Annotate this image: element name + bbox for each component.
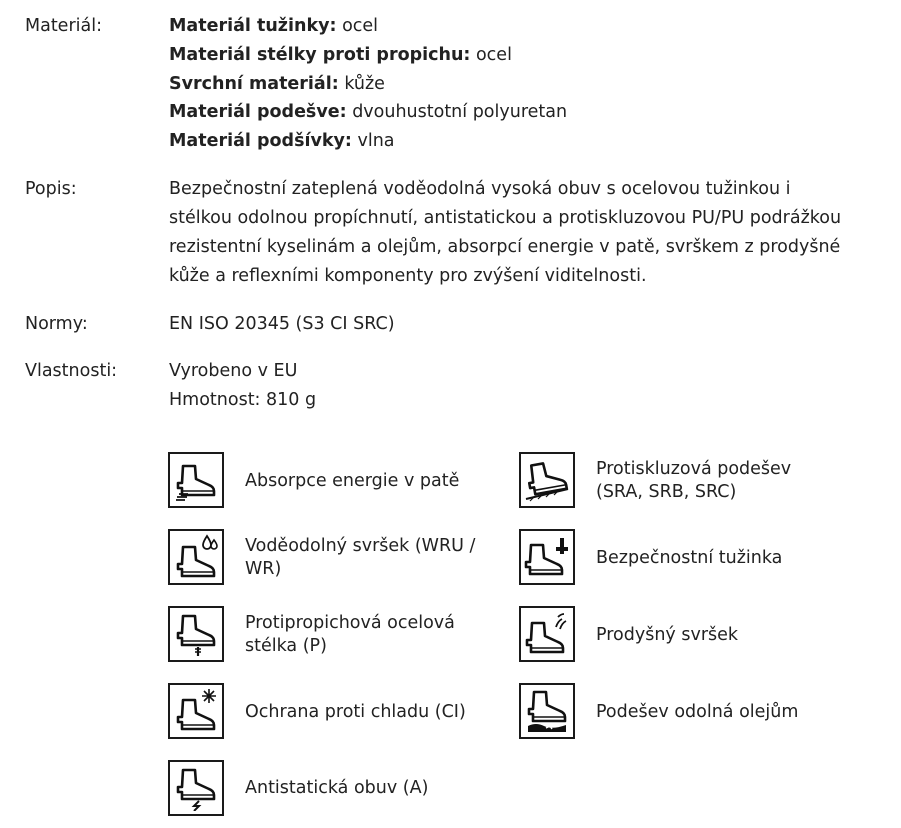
material-value: ocel — [336, 16, 379, 36]
material-line — [169, 102, 567, 122]
feature-label: Prodyšný svršek — [596, 625, 739, 645]
feature-label: Podešev odolná olejům — [596, 702, 799, 722]
norms-value: EN ISO 20345 (S3 CI SRC) — [169, 314, 395, 334]
material-key: Materiál tužinky: — [169, 16, 337, 36]
feature-label: Protiskluzová podešev (SRA, SRB, SRC) — [596, 459, 792, 502]
boot-breathable-icon — [519, 606, 575, 662]
material-value: vlna — [351, 131, 395, 151]
feature-label: Voděodolný svršek (WRU / WR) — [245, 536, 476, 579]
material-key: Svrchní materiál: — [169, 74, 339, 94]
boot-slip-icon — [519, 452, 575, 508]
feature-label: Ochrana proti chladu (CI) — [245, 702, 466, 722]
material-key: Materiál podešve: — [169, 102, 347, 122]
material-line — [169, 131, 395, 151]
feature-label: Protipropichová ocelová stélka (P) — [245, 613, 455, 656]
boot-oil-icon — [519, 683, 575, 739]
properties-label: Vlastnosti: — [25, 361, 118, 381]
material-line — [169, 74, 385, 94]
material-line — [169, 45, 512, 65]
boot-snowflake-icon — [168, 683, 224, 739]
description-line: stélkou odolnou propíchnutí, antistatickou a protiskluzovou PU/PU podrážkou — [169, 208, 842, 228]
description-line: kůže a reflexními komponenty pro zvýšení viditelnosti. — [169, 266, 647, 286]
feature-label: Bezpečnostní tužinka — [596, 548, 783, 568]
material-label: Materiál: — [25, 16, 102, 36]
material-value: kůže — [338, 74, 385, 94]
boot-toecap-icon — [519, 529, 575, 585]
material-value: ocel — [470, 45, 512, 65]
boot-nail-icon — [168, 606, 224, 662]
material-key: Materiál podšívky: — [169, 131, 352, 151]
material-line — [169, 16, 378, 36]
boot-heel-shock-icon — [168, 452, 224, 508]
feature-label: Absorpce energie v patě — [245, 471, 460, 491]
material-key: Materiál stélky proti propichu: — [169, 45, 471, 65]
feature-label: Antistatická obuv (A) — [245, 778, 429, 798]
boot-lightning-icon — [168, 760, 224, 816]
property-item: Vyrobeno v EU — [169, 361, 298, 381]
description-line: Bezpečnostní zateplená voděodolná vysoká obuv s ocelovou tužinkou i — [169, 179, 791, 199]
description-line: rezistentní kyselinám a olejům, absorpcí energie v patě, svrškem z prodyšné — [169, 237, 841, 257]
property-item: Hmotnost: 810 g — [169, 390, 317, 410]
boot-water-drops-icon — [168, 529, 224, 585]
description-label: Popis: — [25, 179, 77, 199]
norms-label: Normy: — [25, 314, 88, 334]
material-value: dvouhustotní polyuretan — [346, 102, 568, 122]
